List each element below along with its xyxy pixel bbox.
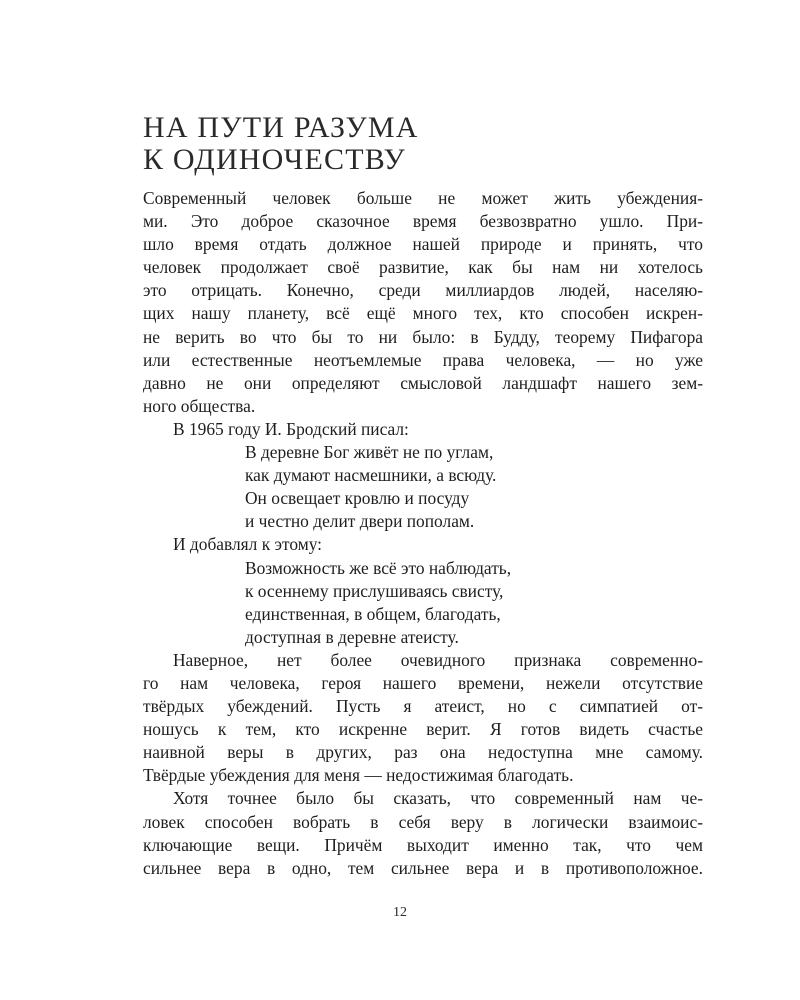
page-number: 12 [393, 905, 407, 920]
text-line: И добавлял к этому: [173, 534, 323, 555]
text-line: В 1965 году И. Бродский писал: [173, 418, 409, 439]
text-line: Наверное, нет более очевидного признака современно- [173, 649, 703, 670]
poem-line: к осеннему прислушиваясь свисту, [245, 580, 504, 601]
text-line: наивной веры в других, раз она недоступна мне самому. [143, 742, 703, 763]
poem-line: как думают насмешники, а всюду. [245, 465, 497, 486]
text-line: Современный человек больше не может жить убеждения- [143, 188, 703, 208]
text-line: шло время отдать должное нашей природе и принять, что [143, 234, 703, 255]
text-line: сильнее вера в одно, тем сильнее вера и в противоположное. [143, 857, 703, 878]
chapter-title [143, 112, 703, 176]
text-line: ловек способен вобрать в себя веру в логически взаимоис- [143, 811, 703, 832]
text-line: это отрицать. Конечно, среди миллиардов людей, населяю- [143, 280, 703, 301]
text-line: давно не они определяют смысловой ландшафт нашего зем- [143, 372, 703, 393]
text-line: го нам человека, героя нашего времени, нежели отсутствие [143, 672, 703, 693]
text-line: Твёрдые убеждения для меня — недостижимая благодать. [143, 765, 574, 786]
body-text [143, 187, 703, 880]
poem-line: единственная, в общем, благодать, [245, 603, 501, 624]
poem-line: доступная в деревне атеисту. [245, 626, 459, 647]
text-line: или естественные неотъемлемые права человека, — но уже [143, 349, 703, 370]
poem-line: Возможность же всё это наблюдать, [245, 557, 512, 578]
text-line: щих нашу планету, всё ещё много тех, кто способен искрен- [143, 303, 703, 324]
chapter-title-line-1: НА ПУТИ РАЗУМА [143, 111, 419, 144]
text-line: ключающие вещи. Причём выходит именно так, что чем [143, 834, 703, 855]
poem-line: и честно делит двери пополам. [245, 511, 475, 532]
poem-line: Он освещает кровлю и посуду [245, 488, 470, 509]
text-line: человек продолжает своё развитие, как бы нам ни хотелось [143, 257, 703, 278]
text-line: Хотя точнее было бы сказать, что современный нам че- [173, 788, 703, 809]
text-line: ми. Это доброе сказочное время безвозвратно ушло. При- [143, 211, 703, 232]
text-line: твёрдых убеждений. Пусть я атеист, но с симпатией от- [143, 696, 703, 717]
chapter-title-line-2: К ОДИНОЧЕСТВУ [143, 143, 406, 176]
poem-line: В деревне Бог живёт не по углам, [245, 442, 494, 463]
text-line: ного общества. [143, 395, 256, 416]
text-line: не верить во что бы то ни было: в Будду, теорему Пифагора [143, 326, 703, 347]
text-line: ношусь к тем, кто искренне верит. Я готов видеть счастье [143, 719, 703, 740]
